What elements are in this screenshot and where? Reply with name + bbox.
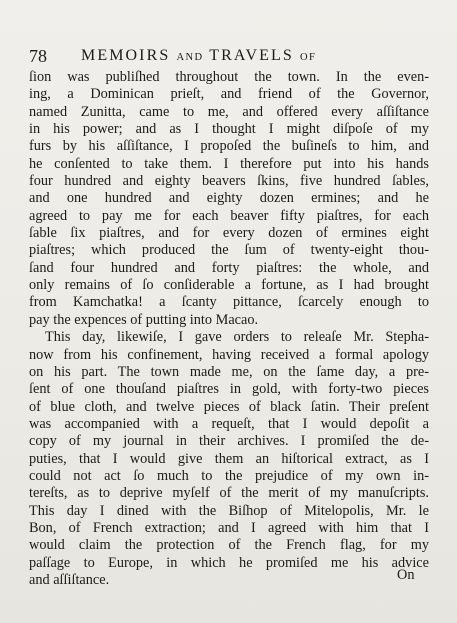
running-title-word-memoirs: MEMOIRS <box>81 47 171 64</box>
text-line: ſand four hundred and forty piaſtres: the whole, and <box>29 259 429 276</box>
text-line: was accompanied with a requeſt, that I would depoſit a <box>29 415 429 432</box>
catchword: On <box>397 567 415 583</box>
text-line: This day, likewiſe, I gave orders to releaſe Mr. Stepha- <box>45 329 429 346</box>
body-text <box>29 69 429 589</box>
text-line: copy of my journal in their archives. I promiſed the de- <box>29 433 429 450</box>
text-line: could not act ſo much to the prejudice of my own in- <box>29 467 429 484</box>
running-title-word-travels: TRAVELS <box>209 47 294 64</box>
text-line: ing, a Dominican prieſt, and friend of the Governor, <box>29 86 429 103</box>
text-line: agreed to pay me for each beaver fifty piaſtres, for each <box>29 207 429 224</box>
text-line: piaſtres; which produced the ſum of twenty-eight thou- <box>29 242 429 259</box>
text-line: and one hundred and eighty dozen ermines; and he <box>29 190 429 207</box>
text-line: of blue cloth, and twelve pieces of black ſatin. Their preſent <box>29 398 429 415</box>
text-line: on his part. The town made me, on the ſame day, a pre- <box>29 363 429 380</box>
text-line: Bon, of French extraction; and I agreed with him that I <box>29 519 429 536</box>
running-head <box>29 44 429 68</box>
text-line: would claim the protection of the French flag, for my <box>29 537 429 554</box>
text-line: pay the expences of putting into Macao. <box>29 311 259 328</box>
text-line: only remains of ſo conſiderable a fortune, as I had brought <box>29 277 429 294</box>
text-line: from Kamchatka! a ſcanty pittance, ſcarcely enough to <box>29 294 429 311</box>
text-line: named Zunitta, came to me, and offered every aſſiſtance <box>29 103 429 120</box>
text-line: furs by his aſſiſtance, I propoſed the buſineſs to him, and <box>29 138 429 155</box>
text-line: ſable ſix piaſtres, and for every dozen of ermines eight <box>29 225 429 242</box>
text-line: tereſts, as to deprive myſelf of the merit of my manuſcripts. <box>29 485 429 502</box>
text-line: and aſſiſtance. <box>29 571 110 588</box>
text-line: four hundred and eighty beavers ſkins, five hundred ſables, <box>29 173 429 190</box>
text-line: now from his confinement, having received a formal apology <box>29 346 429 363</box>
running-title <box>81 44 316 70</box>
running-title-word-of: OF <box>300 52 317 63</box>
page-number: 78 <box>29 46 47 66</box>
text-line: in his power; and as I thought I might diſpoſe of my <box>29 121 429 138</box>
text-line: he conſented to take them. I therefore put into his hands <box>29 155 429 172</box>
text-line: paſſage to Europe, in which he promiſed me his advice <box>29 554 429 571</box>
text-line: ſion was publiſhed throughout the town. In the even- <box>29 69 429 85</box>
text-line: This day I dined with the Biſhop of Mitelopolis, Mr. le <box>29 502 429 519</box>
text-line: ſent of one thouſand piaſtres in gold, with forty-two pieces <box>29 381 429 398</box>
running-title-word-and: AND <box>176 52 204 63</box>
text-line: puties, that I would give them an hiſtorical extract, as I <box>29 450 429 467</box>
